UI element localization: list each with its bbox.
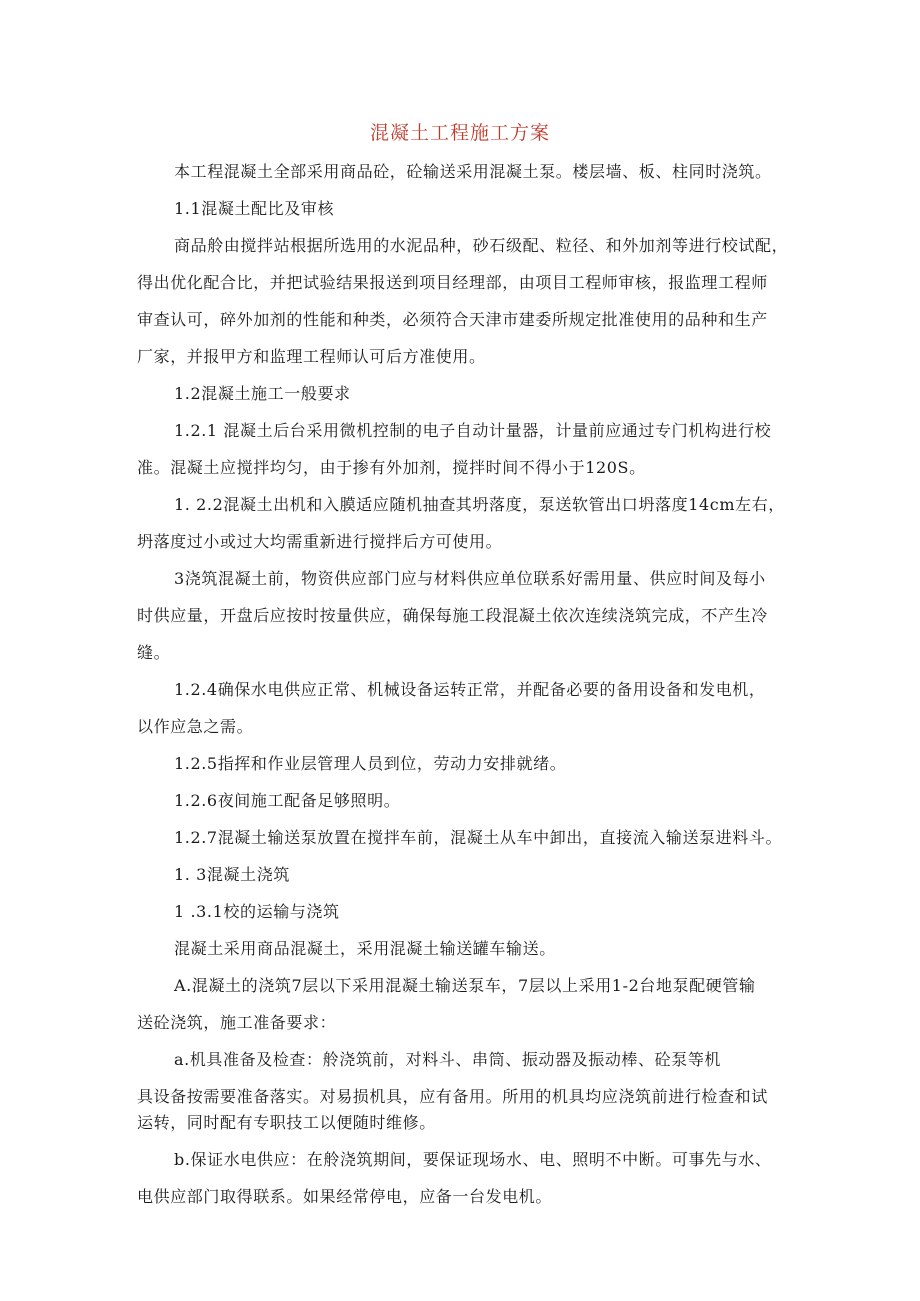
section-heading: 1 .3.1校的运输与浇筑 xyxy=(174,902,340,921)
paragraph-line: 3浇筑混凝土前，物资供应部门应与材料供应单位联系好需用量、供应时间及每小 xyxy=(174,569,766,588)
paragraph-line: 本工程混凝土全部采用商品砼，砼输送采用混凝土泵。楼层墙、板、柱同时浇筑。 xyxy=(174,162,772,181)
paragraph-line: 1.2.6夜间施工配备足够照明。 xyxy=(174,791,401,810)
paragraph-line: 具设备按需要准备落实。对易损机具，应有备用。所用的机具均应浇筑前进行检查和试 xyxy=(137,1087,768,1106)
paragraph-line: 得出优化配合比，并把试验结果报送到项目经理部，由项目工程师审核，报监理工程师 xyxy=(137,273,768,292)
section-heading: 1.2混凝土施工一般要求 xyxy=(174,384,351,403)
paragraph-line: 1.2.5指挥和作业层管理人员到位，劳动力安排就绪。 xyxy=(174,754,567,773)
paragraph-line: 以作应急之需。 xyxy=(137,717,254,736)
paragraph-line: a.机具准备及检查：舲浇筑前，对料斗、串筒、振动器及振动棒、砼泵等机 xyxy=(174,1050,722,1069)
paragraph-line: 坍落度过小或过大均需重新进行搅拌后方可使用。 xyxy=(137,532,503,551)
paragraph-line: 电供应部门取得联系。如果经常停电，应备一台发电机。 xyxy=(137,1187,553,1206)
document-title: 混凝土工程施工方案 xyxy=(369,122,550,144)
paragraph-line: 审查认可，碎外加剂的性能和种类，必须符合天津市建委所规定批准使用的品种和生产 xyxy=(137,310,768,329)
paragraph-line: 缝。 xyxy=(137,643,171,662)
paragraph-line: 送砼浇筑，施工准备要求： xyxy=(137,1013,337,1032)
paragraph-line: 时供应量，开盘后应按时按量供应，确保每施工段混凝土依次连续浇筑完成，不产生冷 xyxy=(137,606,768,625)
paragraph-line: 1.2.4确保水电供应正常、机械设备运转正常，并配备必要的备用设备和发电机， xyxy=(174,680,766,699)
paragraph-line: A.混凝土的浇筑7层以下采用混凝土输送泵车，7层以上采用1-2台地泵配硬管输 xyxy=(174,976,756,995)
paragraph-line: 运转，同时配有专职技工以便随时维修。 xyxy=(137,1113,436,1132)
paragraph-line: 商品舲由搅拌站根据所选用的水泥品种，砂石级配、粒径、和外加剂等进行校试配， xyxy=(174,236,789,255)
section-heading: 1. 3混凝土浇筑 xyxy=(174,865,290,884)
paragraph-line: 准。混凝土应搅拌均匀，由于掺有外加剂，搅拌时间不得小于120S。 xyxy=(137,458,646,477)
paragraph-line: b.保证水电供应：在舲浇筑期间，要保证现场水、电、照明不中断。可事先与水、 xyxy=(174,1150,772,1169)
section-heading: 1.1混凝土配比及审核 xyxy=(174,199,335,218)
paragraph-line: 1. 2.2混凝土出机和入膜适应随机抽查其坍落度，泵送软管出口坍落度14cm左右， xyxy=(174,495,785,514)
paragraph-line: 1.2.1 混凝土后台采用微机控制的电子自动计量器，计量前应通过专门机构进行校 xyxy=(174,421,772,440)
paragraph-line: 1.2.7混凝土输送泵放置在搅拌车前，混凝土从车中卸出，直接流入输送泵进料斗。 xyxy=(174,828,783,847)
paragraph-line: 混凝土采用商品混凝土，采用混凝土输送罐车输送。 xyxy=(174,939,556,958)
paragraph-line: 厂家，并报甲方和监理工程师认可后方准使用。 xyxy=(137,347,486,366)
